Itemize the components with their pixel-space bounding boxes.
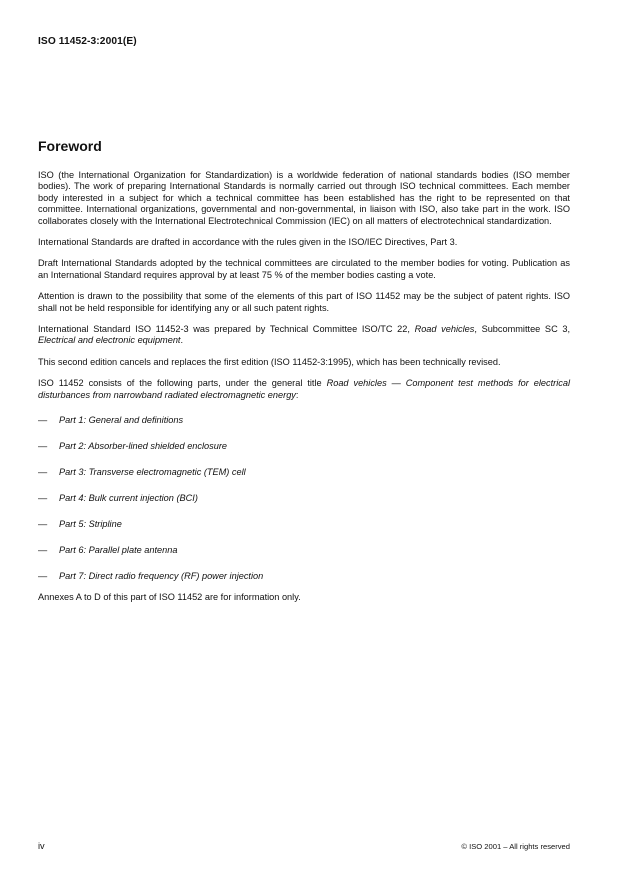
part-label: Part 3: Transverse electromagnetic (TEM) cell <box>59 466 246 477</box>
dash-bullet: — <box>38 518 48 529</box>
dash-bullet: — <box>38 441 48 451</box>
list-item <box>38 467 570 478</box>
dash-bullet: — <box>38 466 48 477</box>
list-item <box>38 493 570 504</box>
foreword-body <box>38 170 570 613</box>
prepared-by-text-2: , Subcommittee SC 3, <box>474 324 571 335</box>
list-item <box>38 519 570 530</box>
paragraph-voting: Draft International Standards adopted by the technical committees are circulated to the member bodies for voting. Publication as an International Standard requires approval by at least 75 % of the member bodies casting a vote. <box>38 258 570 280</box>
parts-intro-text: ISO 11452 consists of the following parts, under the general title <box>38 378 327 389</box>
paragraph-iso-intro: ISO (the International Organization for Standardization) is a worldwide federation of national standards bodies (ISO member bodies). The work of preparing International Standards is normally carried out through ISO technical committees. Each member body interested in a subject for which a technical committee has been established has the right to be represented on that committee. International organizations, governmental and non-governmental, in liaison with ISO, also take part in the work. ISO collaborates closely with the International Electrotechnical Commission (IEC) on all matters of electrotechnical standardization. <box>38 170 570 226</box>
prepared-by-text-3: . <box>180 335 184 346</box>
dash-bullet: — <box>38 544 48 555</box>
part-label: Part 5: Stripline <box>59 518 122 529</box>
paragraph-patent: Attention is drawn to the possibility that some of the elements of this part of ISO 11452 may be the subject of patent rights. ISO shall not be held responsible for identifying any or all such patent rights. <box>38 291 570 313</box>
part-label: Part 1: General and definitions <box>59 415 184 426</box>
prepared-by-text-1: International Standard ISO 11452-3 was prepared by Technical Committee ISO/TC 22, <box>38 324 415 335</box>
dash-bullet: — <box>38 492 48 503</box>
part-label: Part 6: Parallel plate antenna <box>59 544 178 555</box>
paragraph-edition: This second edition cancels and replaces the first edition (ISO 11452-3:1995), which has been technically revised. <box>38 356 501 367</box>
parts-intro-colon: : <box>295 389 299 400</box>
paragraph-prepared-by <box>38 324 570 347</box>
committee-title: Road vehicles <box>414 324 475 335</box>
part-label: Part 4: Bulk current injection (BCI) <box>59 492 198 503</box>
dash-bullet: — <box>38 570 48 581</box>
page-number: iv <box>38 841 45 851</box>
page-title: Foreword <box>38 138 102 154</box>
list-item <box>38 415 570 426</box>
paragraph-annexes: Annexes A to D of this part of ISO 11452 are for information only. <box>38 591 301 602</box>
paragraph-parts-intro <box>38 378 570 401</box>
general-title: Road vehicles — Component test methods for electrical disturbances from narrowband radiated electromagnetic energy <box>38 378 571 400</box>
list-item <box>38 571 570 582</box>
part-label: Part 7: Direct radio frequency (RF) power injection <box>59 570 264 581</box>
dash-bullet: — <box>38 415 48 426</box>
list-item <box>38 441 570 452</box>
list-item <box>38 545 570 556</box>
subcommittee-title: Electrical and electronic equipment <box>38 335 181 346</box>
paragraph-directives: International Standards are drafted in accordance with the rules given in the ISO/IEC Directives, Part 3. <box>38 237 458 248</box>
document-id: ISO 11452-3:2001(E) <box>38 36 137 47</box>
part-label: Part 2: Absorber-lined shielded enclosure <box>59 441 228 451</box>
parts-list <box>38 415 570 582</box>
copyright-notice: © ISO 2001 – All rights reserved <box>461 842 570 851</box>
